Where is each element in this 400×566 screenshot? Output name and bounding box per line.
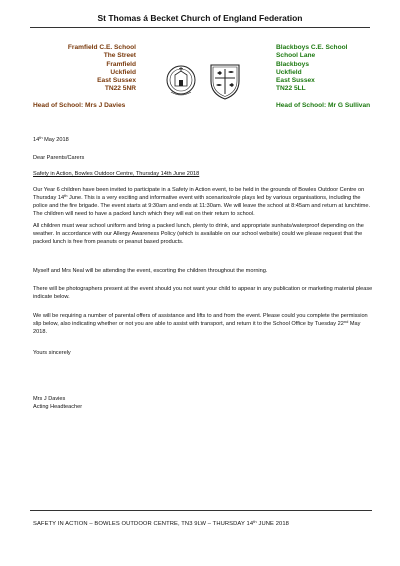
address-line: Uckfield (276, 68, 302, 76)
blackboys-address-block (276, 44, 396, 94)
framfield-head-of-school: Head of School: Mrs J Davies (33, 102, 126, 109)
paragraph-photographers: There will be photographers present at the event should you not want your child to appear in any publication or marketing material please indicate below. (33, 286, 373, 300)
closing: Yours sincerely (33, 350, 71, 356)
school-crest-icon (165, 62, 197, 100)
footer-text: SAFETY IN ACTION – BOWLES OUTDOOR CENTRE, TN3 9LW – THURSDAY 14 (33, 521, 254, 527)
superscript: th (253, 519, 257, 524)
address-line: Blackboys C.E. School (276, 44, 348, 51)
letter-date (33, 137, 373, 145)
paragraph-invitation (33, 187, 373, 219)
paragraph-assistance (33, 313, 373, 337)
address-line: TN22 5NR (104, 85, 136, 93)
address-line: East Sussex (97, 77, 136, 85)
paragraph-text: Our Year 6 children have been invited to participate in a Safety in Action event, to be held in the grounds of Bowles Outdoor Centre on Thursday 14 (33, 187, 365, 201)
paragraph-text: May 2018. (33, 320, 361, 335)
paragraph-uniform: All children must wear school uniform and bring a packed lunch, plenty to drink, and appropriate sunhats/waterproof depending on the weather. In accordance with our Allergy Awareness Policy (which is available on our school website) could we please request that the packed lunch is free from peanuts or peanut based products. (33, 223, 364, 245)
address-line: Framfield (106, 60, 136, 68)
date-suffix: th (39, 135, 43, 140)
shield-crest-icon (208, 61, 242, 101)
address-line: School Lane (276, 52, 316, 60)
signatory-name: Mrs J Davies (33, 396, 66, 402)
tear-off-footer (33, 521, 289, 527)
address-line: East Sussex (276, 77, 315, 85)
footer-divider (30, 510, 372, 511)
framfield-address-block (10, 44, 136, 94)
federation-title: St Thomas á Becket Church of England Federation (97, 13, 303, 23)
letter-subject: Safety in Action, Bowles Outdoor Centre, Thursday 14th June 2018 (33, 171, 200, 177)
blackboys-head-of-school: Head of School: Mr G Sullivan (276, 102, 371, 109)
address-line: The Street (103, 52, 136, 60)
signatory-title: Acting Headteacher (33, 404, 83, 410)
address-line: Framfield C.E. School (67, 44, 136, 51)
address-line: TN22 5LL (276, 85, 306, 93)
superscript: nd (343, 318, 349, 324)
address-line: Blackboys (276, 60, 309, 68)
salutation: Dear Parents/Carers (33, 155, 85, 161)
title-divider (30, 27, 370, 28)
paragraph-text: We will be requiring a number of parental offers of assistance and lifts to and from the event. Please could you complete the permission slip below, also indicating whether or not you are able to assist with transport, and return it to the School Office by Tuesday 22 (33, 313, 368, 327)
paragraph-text: June. This is a very exciting and informative event with scenarios/role plays led by various organisations, including the police and the fire brigade. The event starts at 9:30am and ends at 11:30am. We will leave the school at 8:45am and return at lunchtime. The children will need to have a packed lunch which they will eat on their return to school. (33, 194, 371, 217)
date-day: 14 (33, 137, 40, 143)
footer-text: JUNE 2018 (256, 521, 289, 527)
address-line: Uckfield (110, 68, 136, 76)
date-rest: May 2018 (42, 137, 69, 143)
superscript: th (64, 192, 68, 198)
paragraph-staff: Myself and Mrs Neal will be attending the event, escorting the children throughout the morning. (33, 268, 268, 274)
